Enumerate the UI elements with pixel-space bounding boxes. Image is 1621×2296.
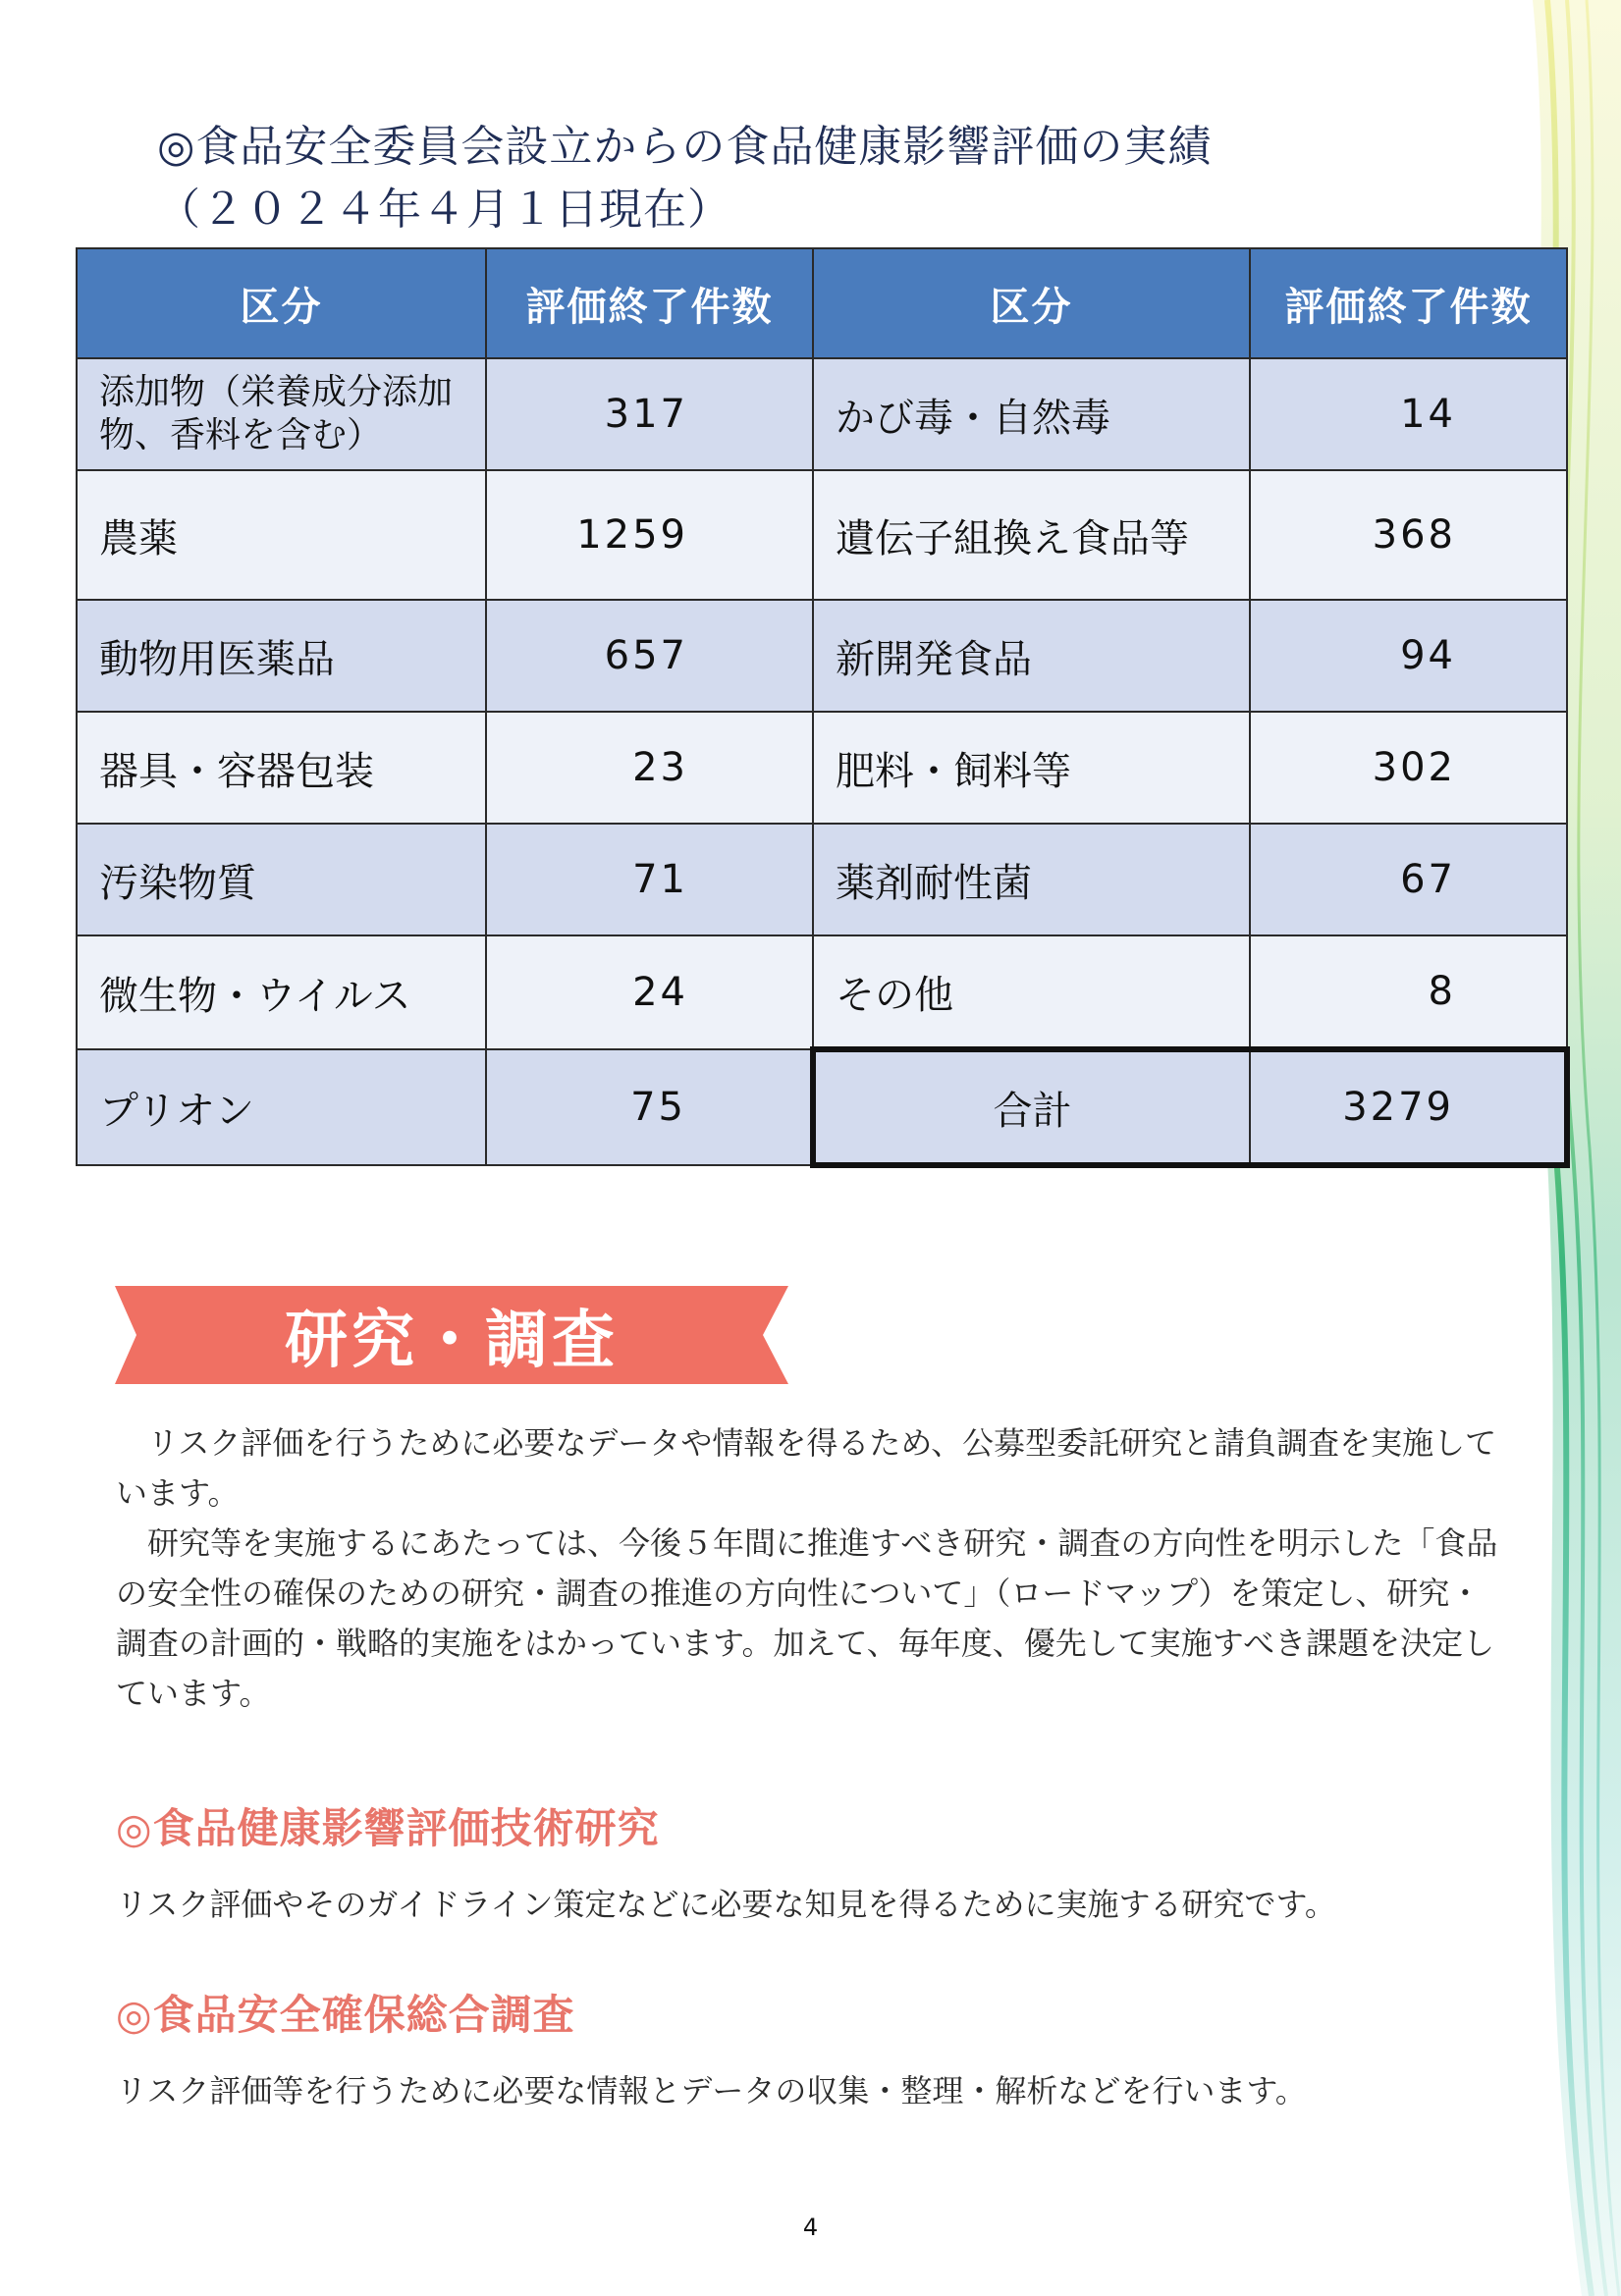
table-row [77, 824, 1567, 935]
count-value: 23 [486, 712, 813, 824]
page-title [157, 116, 1414, 241]
evaluation-results-table [76, 247, 1570, 1168]
subheading-survey: ◎食品安全確保総合調査 [116, 1991, 575, 2039]
table-row [77, 358, 1567, 470]
table-row [77, 470, 1567, 600]
table-row [77, 712, 1567, 824]
category-label: 農薬 [77, 470, 486, 600]
section-body [116, 1418, 1510, 1719]
body-paragraph: 研究等を実施するにあたっては、今後５年間に推進すべき研究・調査の方向性を明示した「食品の安全性の確保のための研究・調査の推進の方向性について」（ロードマップ）を策定し、研究・調査の計画的・戦略的実施をはかっています。加えて、毎年度、優先して実施すべき課題を決定しています。 [116, 1524, 1498, 1712]
category-label: 新開発食品 [813, 600, 1250, 712]
category-label: 微生物・ウイルス [77, 935, 486, 1049]
count-value: 1259 [486, 470, 813, 600]
page-number: 4 [802, 2214, 819, 2241]
category-label: その他 [813, 935, 1250, 1049]
subheading-research: ◎食品健康影響評価技術研究 [116, 1804, 660, 1852]
header-count-left: 評価終了件数 [486, 248, 813, 358]
section-banner [115, 1286, 788, 1384]
header-category-right: 区分 [813, 248, 1250, 358]
count-value: 368 [1250, 470, 1567, 600]
table-row [77, 935, 1567, 1049]
count-value: 302 [1250, 712, 1567, 824]
table-row [77, 600, 1567, 712]
table-row-total [77, 1049, 1567, 1165]
count-value: 8 [1250, 935, 1567, 1049]
category-label: 添加物（栄養成分添加 物、香料を含む） [77, 358, 486, 470]
category-label: 肥料・飼料等 [813, 712, 1250, 824]
count-value: 24 [486, 935, 813, 1049]
page-title-line2: （２０２４年４月１日現在） [157, 185, 731, 235]
page-title-line1: ◎食品安全委員会設立からの食品健康影響評価の実績 [157, 122, 1213, 172]
count-value: 94 [1250, 600, 1567, 712]
count-value: 657 [486, 600, 813, 712]
count-value: 71 [486, 824, 813, 935]
table-header-row [77, 248, 1567, 358]
category-label: 薬剤耐性菌 [813, 824, 1250, 935]
category-label: 器具・容器包装 [77, 712, 486, 824]
category-label: 遺伝子組換え食品等 [813, 470, 1250, 600]
count-value: 14 [1250, 358, 1567, 470]
header-category-left: 区分 [77, 248, 486, 358]
count-value: 67 [1250, 824, 1567, 935]
header-count-right: 評価終了件数 [1250, 248, 1567, 358]
count-value: 75 [486, 1049, 813, 1165]
subheading-research-desc: リスク評価やそのガイドライン策定などに必要な知見を得るために実施する研究です。 [116, 1886, 1336, 1923]
count-value: 317 [486, 358, 813, 470]
subheading-survey-desc: リスク評価等を行うために必要な情報とデータの収集・整理・解析などを行います。 [116, 2072, 1307, 2109]
category-label: プリオン [77, 1049, 486, 1165]
category-label: 汚染物質 [77, 824, 486, 935]
total-value: 3279 [1250, 1049, 1567, 1165]
body-paragraph: リスク評価を行うために必要なデータや情報を得るため、公募型委託研究と請負調査を実施しています。 [116, 1424, 1497, 1512]
section-banner-title: 研究・調査 [285, 1305, 619, 1377]
total-label: 合計 [813, 1049, 1250, 1165]
category-label: かび毒・自然毒 [813, 358, 1250, 470]
category-label: 動物用医薬品 [77, 600, 486, 712]
